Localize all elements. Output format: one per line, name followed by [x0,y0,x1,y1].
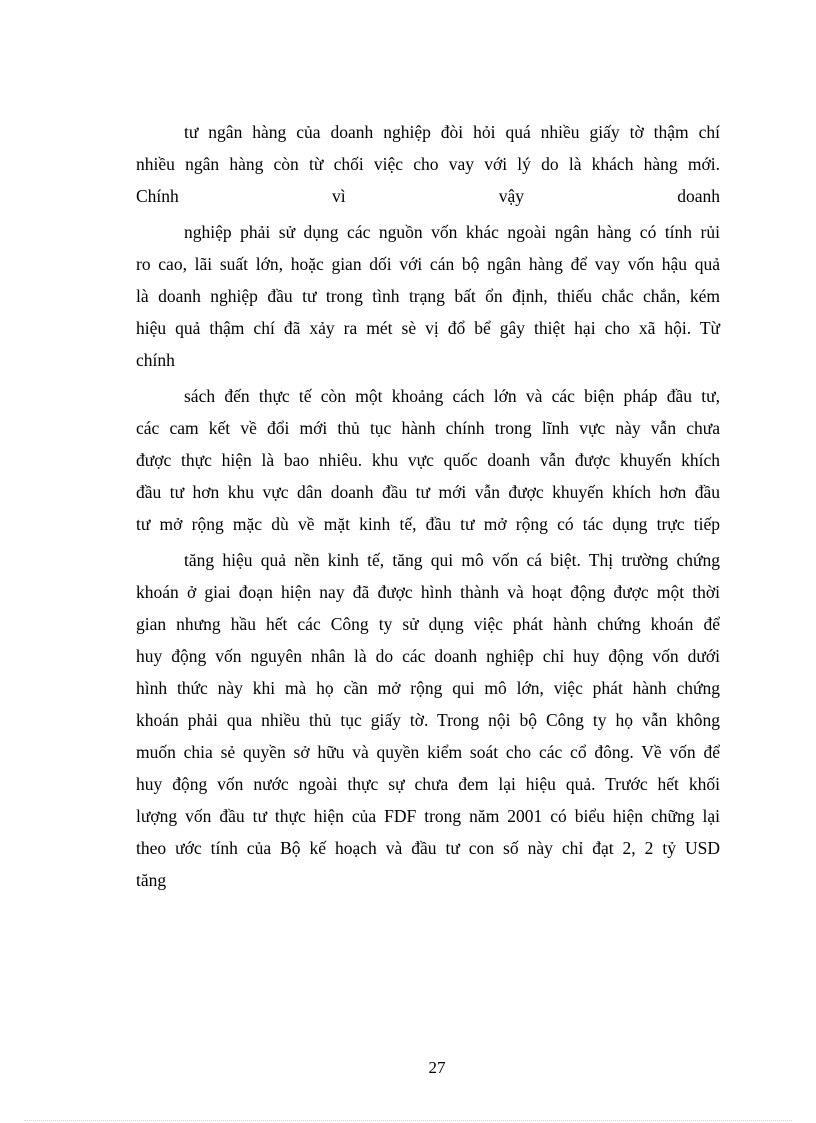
text-line: Chính vì vậy doanh [136,186,720,206]
text-line: tăng [136,870,167,890]
text-line: muốn chia sẻ quyền sở hữu và quyền kiểm soát cho các cổ đông. Về vốn để [136,742,720,762]
text-line: sách đến thực tế còn một khoảng cách lớn và các biện pháp đầu tư, [184,386,720,406]
text-line: huy động vốn nguyên nhân là do các doanh nghiệp chỉ huy động vốn dưới [136,646,720,666]
text-line: chính [136,350,175,370]
text-line: tư mở rộng mặc dù về mặt kinh tế, đầu tư mở rộng có tác dụng trực tiếp [136,514,720,534]
text-line: tăng hiệu quả nền kinh tế, tăng qui mô vốn cá biệt. Thị trường chứng [184,550,720,570]
text-line: nghiệp phải sử dụng các nguồn vốn khác ngoài ngân hàng có tính rủi [184,222,720,242]
paragraph-1 [136,116,720,212]
text-line: hình thức này khi mà họ cần mở rộng qui mô lớn, việc phát hành chứng [136,678,720,698]
text-line: hiệu quả thậm chí đã xảy ra mét sè vị đổ bể gây thiệt hại cho xã hội. Từ [136,318,720,338]
text-line: các cam kết về đổi mới thủ tục hành chính trong lĩnh vực này vẫn chưa [136,418,720,438]
paragraph-3 [136,380,720,540]
text-line: tư ngân hàng của doanh nghiệp đòi hỏi quá nhiều giấy tờ thậm chí [184,122,720,142]
paragraph-4 [136,544,720,896]
text-line: lượng vốn đầu tư thực hiện của FDF trong năm 2001 có biểu hiện chững lại [136,806,720,826]
text-line: ro cao, lãi suất lớn, hoặc gian dối với cán bộ ngân hàng để vay vốn hậu quả [136,254,720,274]
text-line: gian nhưng hầu hết các Công ty sử dụng việc phát hành chứng khoán để [136,614,720,634]
text-line: khoán phải qua nhiều thủ tục giấy tờ. Trong nội bộ Công ty họ vẫn không [136,710,720,730]
text-line: đầu tư hơn khu vực dân doanh đầu tư mới vẫn được khuyến khích hơn đầu [136,482,720,502]
text-line: được thực hiện là bao nhiêu. khu vực quốc doanh vẫn được khuyến khích [136,450,720,470]
text-line: là doanh nghiệp đầu tư trong tình trạng bất ổn định, thiếu chắc chắn, kém [136,286,720,306]
page-number: 27 [428,1058,446,1077]
text-line: huy động vốn nước ngoài thực sự chưa đem lại hiệu quả. Trước hết khối [136,774,720,794]
body-text [136,116,720,900]
paragraph-2 [136,216,720,376]
page-bottom-divider [24,1120,792,1121]
text-line: khoán ở giai đoạn hiện nay đã được hình thành và hoạt động được một thời [136,582,720,602]
text-line: theo ước tính của Bộ kế hoạch và đầu tư con số này chỉ đạt 2, 2 tỷ USD [136,838,720,858]
text-line: nhiều ngân hàng còn từ chối việc cho vay với lý do là khách hàng mới. [136,154,720,174]
